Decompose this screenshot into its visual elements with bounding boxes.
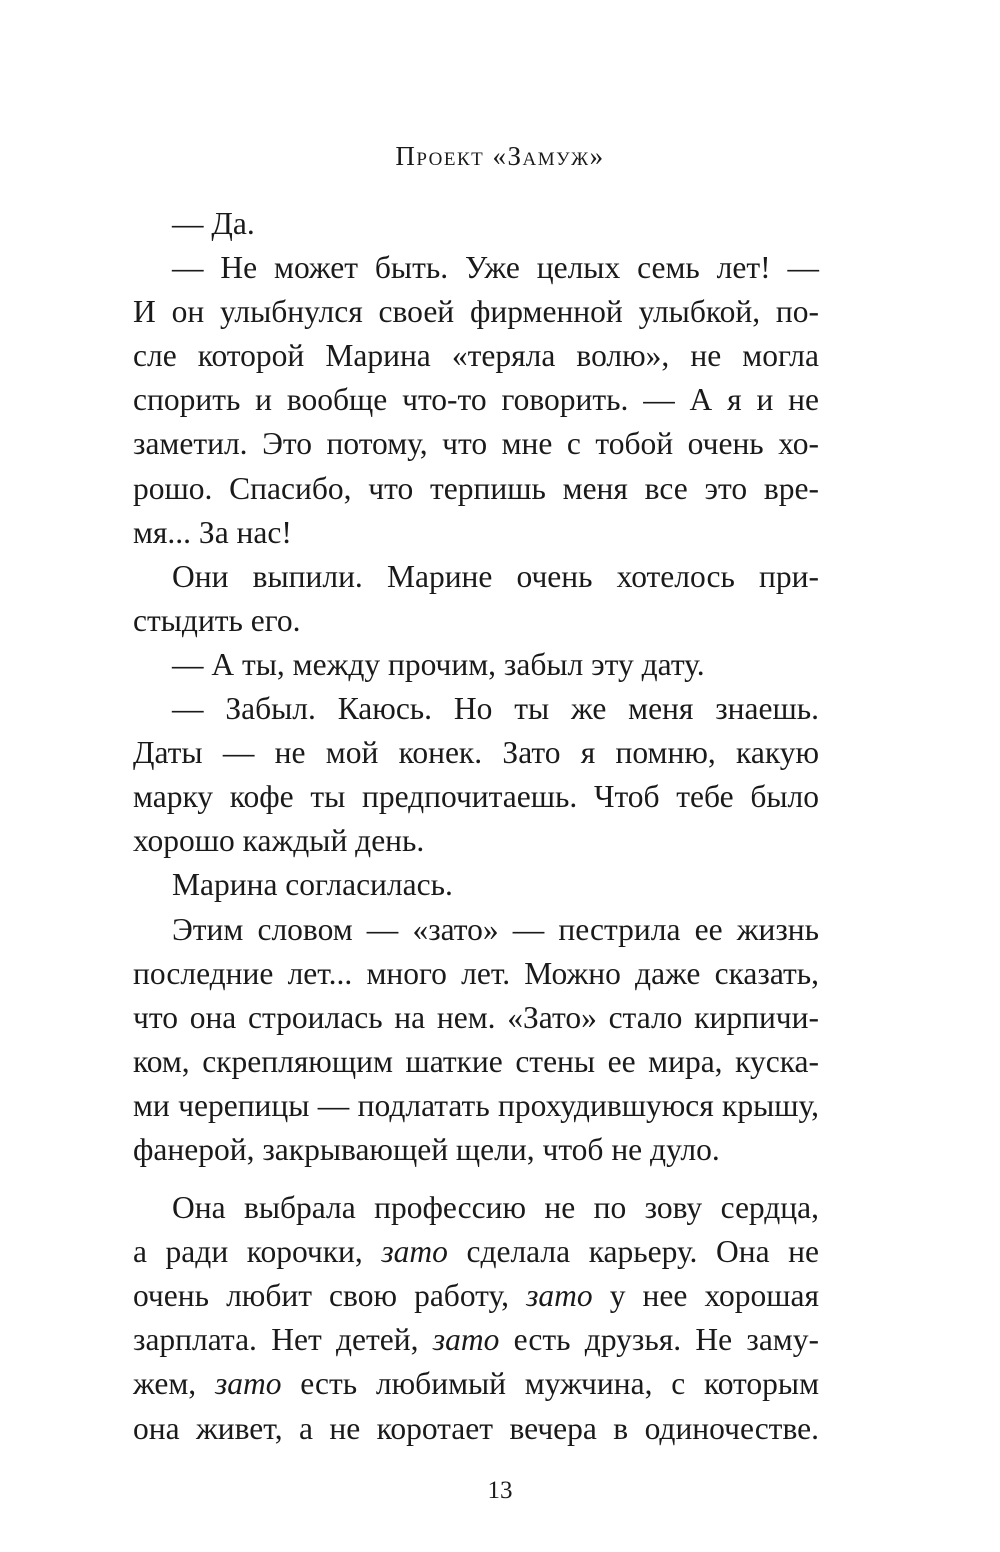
text-line: Даты — не мой конек. Зато я помню, какую [133, 735, 819, 771]
text-line: спорить и вообще что-то говорить. — А я и не [133, 382, 819, 418]
text-line [133, 1274, 819, 1318]
paragraph-gap [133, 1172, 819, 1186]
text-line: заметил. Это потому, что мне с тобой очень хо- [133, 426, 819, 462]
text-run: сделала карьеру. Она не [447, 1234, 819, 1270]
text-run: Она выбрала профессию не по зову сердца, [172, 1190, 819, 1226]
text-line: — Не может быть. Уже целых семь лет! — [172, 250, 819, 286]
text-line: что она строилась на нем. «Зато» стало кирпичи- [133, 999, 819, 1035]
text-run: она живет, а не коротает вечера в одиночестве. [133, 1410, 819, 1446]
text-line: мя... За нас! [133, 514, 292, 550]
text-line: ми черепицы — подлатать прохудившуюся крышу, [133, 1087, 819, 1123]
text-run: есть любимый мужчина, с которым [281, 1366, 820, 1402]
text-line: Они выпили. Марине очень хотелось при- [172, 558, 819, 594]
text-line: — Забыл. Каюсь. Но ты же меня знаешь. [172, 691, 819, 727]
text-line [133, 1407, 819, 1451]
page-number: 13 [487, 1477, 513, 1504]
text-line: хорошо каждый день. [133, 823, 425, 859]
text-line: рошо. Спасибо, что терпишь меня все это вре- [133, 470, 819, 506]
text-run: зарплата. Нет детей, [133, 1322, 433, 1358]
emphasis: зато [381, 1234, 448, 1270]
text-line: последние лет... много лет. Можно даже сказать, [133, 955, 819, 991]
text-run: а ради корочки, [133, 1234, 382, 1270]
text-line: Марина согласилась. [172, 867, 453, 903]
text-line: ком, скрепляющим шаткие стены ее мира, куска- [133, 1043, 819, 1079]
text-run: жем, [133, 1366, 215, 1402]
text-line: — А ты, между прочим, забыл эту дату. [172, 646, 705, 682]
emphasis: зато [526, 1278, 593, 1314]
running-head: Проект «Замуж» [395, 141, 605, 171]
text-line: Этим словом — «зато» — пестрила ее жизнь [172, 911, 819, 947]
text-line: фанерой, закрывающей щели, чтоб не дуло. [133, 1131, 720, 1167]
text-line: И он улыбнулся своей фирменной улыбкой, по- [133, 294, 819, 330]
text-line: сле которой Марина «теряла волю», не могла [133, 338, 819, 374]
text-run: очень любит свою работу, [133, 1278, 527, 1314]
text-run: у нее хорошая [592, 1278, 819, 1314]
text-run: есть друзья. Не заму- [499, 1322, 819, 1358]
body-text [133, 202, 819, 1451]
emphasis: зато [214, 1366, 282, 1402]
text-line [133, 1186, 819, 1230]
text-line: стыдить его. [133, 602, 301, 638]
text-line [133, 1230, 819, 1274]
text-line [133, 1318, 819, 1362]
text-line: марку кофе ты предпочитаешь. Чтоб тебе было [133, 779, 819, 815]
text-line [133, 1362, 819, 1406]
emphasis: зато [432, 1322, 500, 1358]
text-line: — Да. [172, 206, 255, 241]
